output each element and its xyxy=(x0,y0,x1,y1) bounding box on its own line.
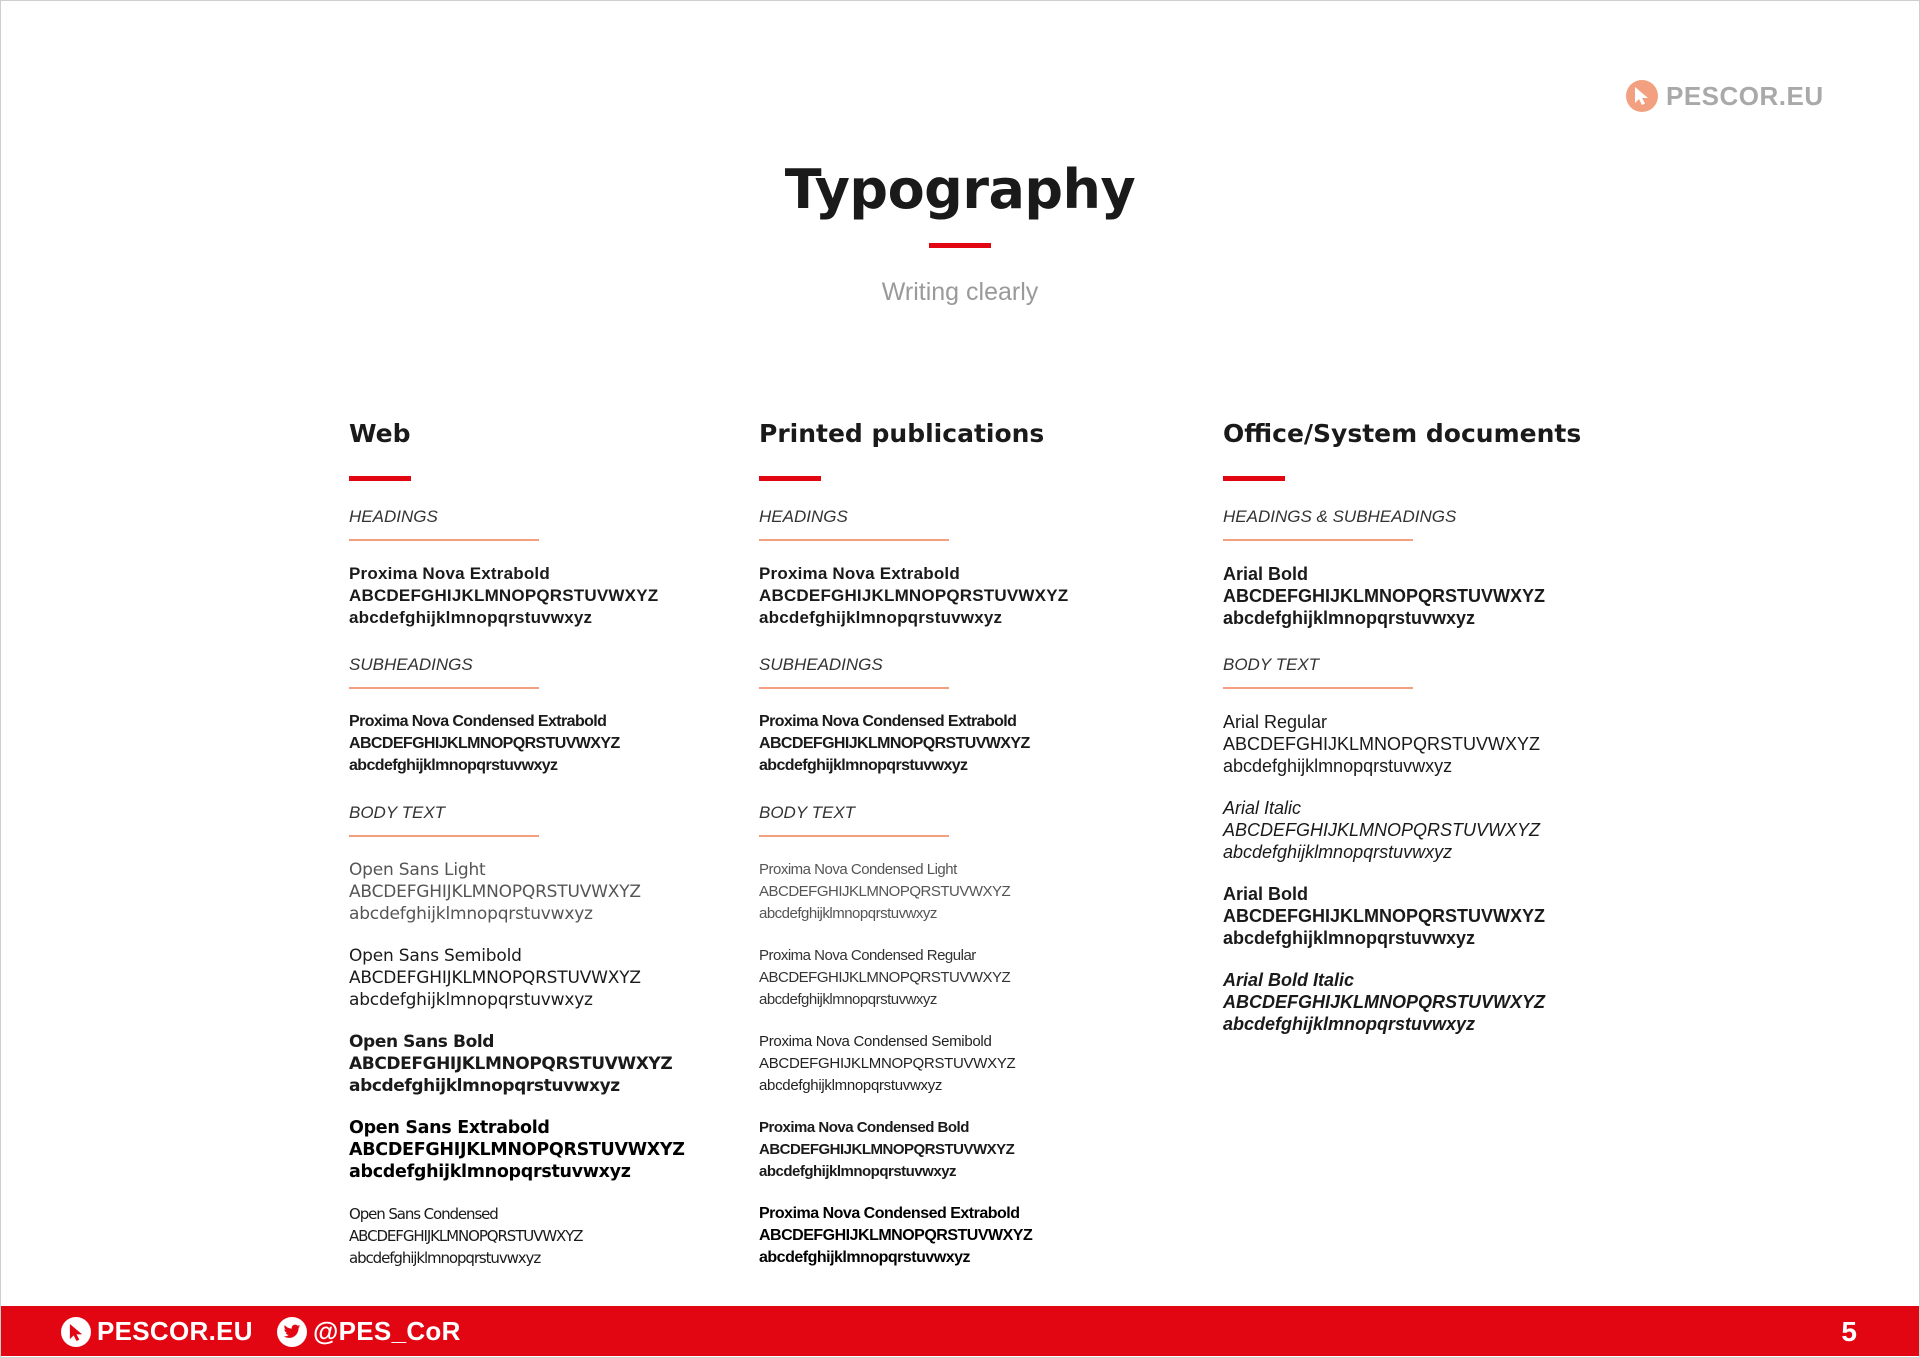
section-divider xyxy=(759,539,949,541)
font-uppercase: ABCDEFGHIJKLMNOPQRSTUVWXYZ xyxy=(349,882,641,902)
section-divider xyxy=(1223,687,1413,689)
font-sample xyxy=(349,711,729,777)
font-name: Proxima Nova Condensed Light xyxy=(759,861,957,878)
font-sample xyxy=(1223,711,1643,777)
page-subtitle: Writing clearly xyxy=(881,278,1039,306)
font-name: Open Sans Semibold xyxy=(349,946,522,966)
top-logo[interactable] xyxy=(1626,80,1824,112)
section-divider xyxy=(349,539,539,541)
page-title: Typography xyxy=(784,158,1136,221)
column-title: Printed publications xyxy=(759,419,1045,448)
font-uppercase: ABCDEFGHIJKLMNOPQRSTUVWXYZ xyxy=(349,735,620,752)
font-lowercase: abcdefghijklmnopqrstuvwxyz xyxy=(349,1249,541,1267)
font-name: Open Sans Bold xyxy=(349,1032,495,1052)
section-label: SUBHEADINGS xyxy=(759,655,883,674)
page-number: 5 xyxy=(1841,1316,1857,1347)
font-lowercase: abcdefghijklmnopqrstuvwxyz xyxy=(349,1162,631,1182)
font-lowercase: abcdefghijklmnopqrstuvwxyz xyxy=(759,757,968,774)
font-name: Arial Italic xyxy=(1223,798,1302,818)
font-lowercase: abcdefghijklmnopqrstuvwxyz xyxy=(1223,608,1476,628)
font-lowercase: abcdefghijklmnopqrstuvwxyz xyxy=(759,608,1003,627)
section-divider xyxy=(349,687,539,689)
font-uppercase: ABCDEFGHIJKLMNOPQRSTUVWXYZ xyxy=(1223,906,1546,926)
section-label: HEADINGS & SUBHEADINGS xyxy=(1223,507,1457,526)
cursor-arrow-icon xyxy=(1626,80,1658,112)
font-sample xyxy=(759,1031,1159,1097)
cursor-arrow-icon xyxy=(61,1317,91,1347)
font-uppercase: ABCDEFGHIJKLMNOPQRSTUVWXYZ xyxy=(759,1227,1033,1244)
font-lowercase: abcdefghijklmnopqrstuvwxyz xyxy=(759,991,937,1008)
font-uppercase: ABCDEFGHIJKLMNOPQRSTUVWXYZ xyxy=(759,735,1030,752)
footer-site-link[interactable] xyxy=(61,1316,253,1347)
footer-bar xyxy=(1,1306,1919,1356)
font-name: Proxima Nova Condensed Regular xyxy=(759,947,976,964)
font-sample xyxy=(349,945,729,1011)
font-name: Open Sans Extrabold xyxy=(349,1118,550,1138)
section-divider xyxy=(759,835,949,837)
font-lowercase: abcdefghijklmnopqrstuvwxyz xyxy=(759,905,937,922)
font-uppercase: ABCDEFGHIJKLMNOPQRSTUVWXYZ xyxy=(349,1140,685,1160)
font-lowercase: abcdefghijklmnopqrstuvwxyz xyxy=(349,1076,620,1096)
footer-site-text: PESCOR.EU xyxy=(97,1316,253,1346)
font-uppercase: ABCDEFGHIJKLMNOPQRSTUVWXYZ xyxy=(1223,734,1541,754)
font-name: Proxima Nova Condensed Extrabold xyxy=(759,1205,1020,1222)
font-sample xyxy=(759,945,1159,1011)
font-uppercase: ABCDEFGHIJKLMNOPQRSTUVWXYZ xyxy=(349,586,659,605)
font-uppercase: ABCDEFGHIJKLMNOPQRSTUVWXYZ xyxy=(759,586,1069,605)
font-sample xyxy=(349,1117,729,1183)
font-name: Proxima Nova Extrabold xyxy=(349,564,550,583)
font-uppercase: ABCDEFGHIJKLMNOPQRSTUVWXYZ xyxy=(759,1141,1015,1158)
column-underline xyxy=(349,476,411,481)
font-lowercase: abcdefghijklmnopqrstuvwxyz xyxy=(759,1163,957,1180)
font-sample xyxy=(349,859,729,925)
column-title: Web xyxy=(349,419,411,448)
footer-twitter-handle: @PES_CoR xyxy=(313,1316,461,1346)
logo-text: PESCOR.EU xyxy=(1666,80,1824,111)
column-title: Office/System documents xyxy=(1223,419,1582,448)
font-name: Proxima Nova Extrabold xyxy=(759,564,960,583)
font-name: Proxima Nova Condensed Extrabold xyxy=(349,713,607,730)
column-underline xyxy=(1223,476,1285,481)
font-uppercase: ABCDEFGHIJKLMNOPQRSTUVWXYZ xyxy=(349,1054,673,1074)
font-sample xyxy=(1223,797,1643,863)
font-lowercase: abcdefghijklmnopqrstuvwxyz xyxy=(349,608,593,627)
twitter-bird-icon xyxy=(277,1317,307,1347)
font-name: Arial Bold xyxy=(1223,884,1309,904)
font-name: Proxima Nova Condensed Extrabold xyxy=(759,713,1017,730)
font-name: Proxima Nova Condensed Bold xyxy=(759,1119,969,1136)
font-sample xyxy=(759,1117,1159,1183)
font-sample xyxy=(1223,969,1643,1035)
font-sample xyxy=(759,711,1159,777)
font-lowercase: abcdefghijklmnopqrstuvwxyz xyxy=(1223,928,1476,948)
column-web xyxy=(349,418,729,1269)
font-uppercase: ABCDEFGHIJKLMNOPQRSTUVWXYZ xyxy=(759,969,1011,986)
font-name: Arial Bold xyxy=(1223,564,1309,584)
column-underline xyxy=(759,476,821,481)
title-underline xyxy=(929,243,991,248)
font-sample xyxy=(349,563,729,629)
font-lowercase: abcdefghijklmnopqrstuvwxyz xyxy=(349,990,593,1010)
font-uppercase: ABCDEFGHIJKLMNOPQRSTUVWXYZ xyxy=(349,1227,583,1245)
font-lowercase: abcdefghijklmnopqrstuvwxyz xyxy=(1223,756,1453,776)
section-divider xyxy=(349,835,539,837)
font-name: Open Sans Condensed xyxy=(349,1205,498,1223)
font-lowercase: abcdefghijklmnopqrstuvwxyz xyxy=(1223,842,1453,862)
font-lowercase: abcdefghijklmnopqrstuvwxyz xyxy=(759,1249,971,1266)
column-office-system-documents xyxy=(1223,418,1643,1035)
footer-twitter-link[interactable] xyxy=(277,1316,461,1347)
section-label: BODY TEXT xyxy=(759,803,856,822)
font-uppercase: ABCDEFGHIJKLMNOPQRSTUVWXYZ xyxy=(349,968,641,988)
font-sample xyxy=(759,563,1159,629)
font-lowercase: abcdefghijklmnopqrstuvwxyz xyxy=(349,757,558,774)
section-label: HEADINGS xyxy=(349,507,438,526)
column-printed-publications xyxy=(759,418,1159,1269)
font-sample xyxy=(1223,563,1643,629)
section-label: BODY TEXT xyxy=(349,803,446,822)
font-uppercase: ABCDEFGHIJKLMNOPQRSTUVWXYZ xyxy=(1223,586,1546,606)
font-lowercase: abcdefghijklmnopqrstuvwxyz xyxy=(349,904,593,924)
font-uppercase: ABCDEFGHIJKLMNOPQRSTUVWXYZ xyxy=(759,883,1011,900)
font-name: Arial Bold Italic xyxy=(1223,970,1355,990)
font-sample xyxy=(349,1203,729,1269)
font-name: Proxima Nova Condensed Semibold xyxy=(759,1033,992,1050)
font-lowercase: abcdefghijklmnopqrstuvwxyz xyxy=(759,1077,943,1094)
font-sample xyxy=(1223,883,1643,949)
section-divider xyxy=(759,687,949,689)
font-sample xyxy=(349,1031,729,1097)
font-uppercase: ABCDEFGHIJKLMNOPQRSTUVWXYZ xyxy=(759,1055,1016,1072)
font-uppercase: ABCDEFGHIJKLMNOPQRSTUVWXYZ xyxy=(1223,992,1546,1012)
section-divider xyxy=(1223,539,1413,541)
font-sample xyxy=(759,1203,1159,1269)
font-sample xyxy=(759,859,1159,925)
font-uppercase: ABCDEFGHIJKLMNOPQRSTUVWXYZ xyxy=(1223,820,1541,840)
section-label: SUBHEADINGS xyxy=(349,655,473,674)
section-label: HEADINGS xyxy=(759,507,848,526)
section-label: BODY TEXT xyxy=(1223,655,1320,674)
font-name: Open Sans Light xyxy=(349,860,486,880)
font-lowercase: abcdefghijklmnopqrstuvwxyz xyxy=(1223,1014,1476,1034)
font-name: Arial Regular xyxy=(1223,712,1328,732)
